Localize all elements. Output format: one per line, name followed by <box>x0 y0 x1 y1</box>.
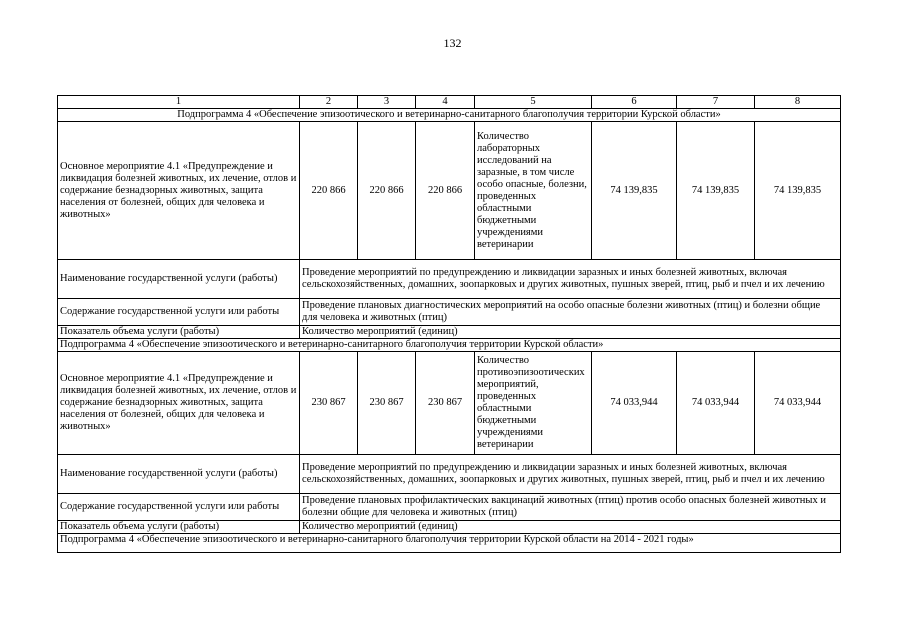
value-col-6: 74 033,944 <box>592 352 677 455</box>
value-col-6: 74 139,835 <box>592 122 677 260</box>
service-content-value: Проведение плановых диагностических мероприятий на особо опасные болезни животных (птиц) и болезни общие для человека и животных (птиц) <box>300 299 841 326</box>
service-name-value: Проведение мероприятий по предупреждению и ликвидации заразных и иных болезней животных, включая сельскохозяйственных, домашних, зоопарковых и других животных, пушных зверей, птиц, рыб и пчел и их лечению <box>300 260 841 299</box>
service-content-row <box>58 299 841 326</box>
value-col-8: 74 033,944 <box>755 352 841 455</box>
subprogram-row <box>58 109 841 122</box>
volume-row <box>58 326 841 339</box>
subprogram-row <box>58 534 841 553</box>
col-header-6: 6 <box>592 96 677 109</box>
volume-value: Количество мероприятий (единиц) <box>300 521 841 534</box>
measure-name: Основное мероприятие 4.1 «Предупреждение и ликвидация болезней животных, их лечение, отлов и содержание безнадзорных животных, защита населения от болезней, общих для человека и животных» <box>58 122 300 260</box>
service-content-value: Проведение плановых профилактических вакцинаций животных (птиц) против особо опасных болезней животных и болезни общие для человека и животных (птиц) <box>300 494 841 521</box>
subprogram-title: Подпрограмма 4 «Обеспечение эпизоотического и ветеринарно-санитарного благополучия территории Курской области» <box>58 109 841 122</box>
col-header-4: 4 <box>416 96 475 109</box>
value-col-4: 220 866 <box>416 122 475 260</box>
measure-row <box>58 122 841 260</box>
value-col-7: 74 139,835 <box>677 122 755 260</box>
subprogram-footer-title: Подпрограмма 4 «Обеспечение эпизоотического и ветеринарно-санитарного благополучия территории Курской области на 2014 - 2021 годы» <box>58 534 841 553</box>
service-content-row <box>58 494 841 521</box>
col-header-2: 2 <box>300 96 358 109</box>
service-content-label: Содержание государственной услуги или работы <box>58 494 300 521</box>
volume-value: Количество мероприятий (единиц) <box>300 326 841 339</box>
value-col-8: 74 139,835 <box>755 122 841 260</box>
service-name-label: Наименование государственной услуги (работы) <box>58 260 300 299</box>
measure-row <box>58 352 841 455</box>
measure-name: Основное мероприятие 4.1 «Предупреждение и ликвидация болезней животных, их лечение, отлов и содержание безнадзорных животных, защита населения от болезней, общих для человека и животных» <box>58 352 300 455</box>
indicator-name: Количество лабораторных исследований на заразные, в том числе особо опасные, болезни, проведенных областными бюджетными учреждениями ветеринарии <box>475 122 592 260</box>
value-col-3: 230 867 <box>358 352 416 455</box>
volume-label: Показатель объема услуги (работы) <box>58 326 300 339</box>
volume-row <box>58 521 841 534</box>
col-header-5: 5 <box>475 96 592 109</box>
service-name-row <box>58 260 841 299</box>
col-header-7: 7 <box>677 96 755 109</box>
volume-label: Показатель объема услуги (работы) <box>58 521 300 534</box>
value-col-3: 220 866 <box>358 122 416 260</box>
service-name-value: Проведение мероприятий по предупреждению и ликвидации заразных и иных болезней животных, включая сельскохозяйственных, домашних, зоопарковых и других животных, пушных зверей, птиц, рыб и пчел и их лечению <box>300 455 841 494</box>
service-content-label: Содержание государственной услуги или работы <box>58 299 300 326</box>
value-col-7: 74 033,944 <box>677 352 755 455</box>
state-assignment-table <box>57 95 841 553</box>
page-number: 132 <box>443 36 462 50</box>
value-col-4: 230 867 <box>416 352 475 455</box>
subprogram-title: Подпрограмма 4 «Обеспечение эпизоотического и ветеринарно-санитарного благополучия территории Курской области» <box>58 339 841 352</box>
col-header-3: 3 <box>358 96 416 109</box>
value-col-2: 220 866 <box>300 122 358 260</box>
col-header-8: 8 <box>755 96 841 109</box>
indicator-name: Количество противоэпизоотических мероприятий, проведенных областными бюджетными учреждениями ветеринарии <box>475 352 592 455</box>
service-name-label: Наименование государственной услуги (работы) <box>58 455 300 494</box>
value-col-2: 230 867 <box>300 352 358 455</box>
subprogram-row <box>58 339 841 352</box>
service-name-row <box>58 455 841 494</box>
column-number-row <box>58 96 841 109</box>
col-header-1: 1 <box>58 96 300 109</box>
